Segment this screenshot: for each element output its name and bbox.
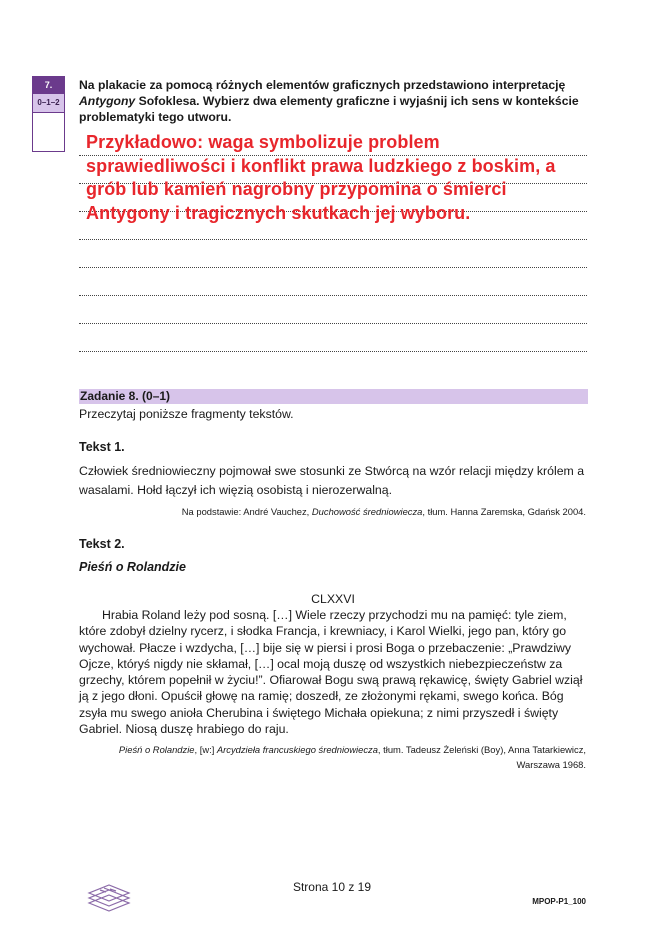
task-points: 0–1–2: [33, 93, 64, 112]
text2-body: [79, 607, 588, 737]
task-number: 7.: [33, 77, 64, 93]
answer-line: [79, 351, 587, 352]
canto-number: CLXXVI: [311, 592, 355, 606]
text2-title: Pieśń o Rolandzie: [79, 560, 186, 574]
source-mid: , [w:]: [194, 744, 217, 755]
source-prefix: Na podstawie: André Vauchez,: [181, 506, 312, 517]
text1-heading: Tekst 1.: [79, 440, 125, 454]
text2-source: [79, 743, 586, 772]
answer-line: [79, 295, 587, 296]
answer-line: [79, 239, 587, 240]
score-field: [33, 112, 64, 151]
source-title: Pieśń o Rolandzie: [118, 744, 195, 755]
task7-question: [79, 77, 589, 126]
task7-answer: Przykładowo: waga symbolizuje problem sprawiedliwości i konflikt prawa ludzkiego z boskim, a grób lub kamień nagrobny przypomina o śmierci Antygony i tragicznych skutkach jej wyboru.: [86, 132, 556, 223]
question-title: Antygony: [79, 94, 136, 109]
question-part2: Sofoklesa. Wybierz dwa elementy graficzne i wyjaśnij ich sens w kontekście problematyki tego utworu.: [79, 94, 579, 125]
source-suffix: , tłum. Tadeusz Żeleński (Boy), Anna Tatarkiewicz, Warszawa 1968.: [377, 744, 586, 770]
source-title: Arcydzieła francuskiego średniowiecza: [216, 744, 378, 755]
answer-line: [79, 267, 587, 268]
question-part1: Na plakacie za pomocą różnych elementów graficznych przedstawiono interpretację: [79, 78, 566, 92]
task8-header: Zadanie 8. (0–1): [79, 389, 588, 404]
task8-intro: Przeczytaj poniższe fragmenty tekstów.: [79, 407, 294, 421]
source-suffix: , tłum. Hanna Zaremska, Gdańsk 2004.: [422, 506, 586, 517]
text2-heading: Tekst 2.: [79, 537, 125, 551]
source-title: Duchowość średniowiecza: [311, 506, 423, 517]
page-number: Strona 10 z 19: [292, 880, 372, 894]
text1-source: [79, 506, 586, 517]
text1-body: Człowiek średniowieczny pojmował swe stosunki ze Stwórcą na wzór relacji między królem a wasalami. Hołd łączył ich więzią osobistą i nierozerwalną.: [79, 464, 585, 497]
document-code: MPOP-P1_100: [532, 897, 586, 906]
text2-paragraph: Hrabia Roland leży pod sosną. […] Wiele rzeczy przychodzi mu na pamięć: tyle ziem, które zdobył dzielny rycerz, i słodka Francja, i krewniacy, i Karol Wielki, jego pan, który go wychował. Płacze i wzdycha, […] bije się w piersi i prosi Boga o przebaczenie: „Prawdziwy Ojcze, któryś nigdy nie skłamał, […] ocal moją duszę od wszystkich niebezpieczeństw za grzechy, którem popełnił w życiu!”. Ofiarował Bogu swą prawą rękawicę, święty Gabriel wziął ją z jego dłoni. Opuścił głowę na ramię; doszedł, ze złożonymi rękami, swego końca. Bóg zsyła mu swego anioła Cherubina i świętego Michała opiekuna; z nimi przyszedł i święty Gabriel. Niosą duszę hrabiego do raju.: [79, 608, 583, 737]
task-number-box: [32, 76, 65, 152]
answer-line: [79, 323, 587, 324]
